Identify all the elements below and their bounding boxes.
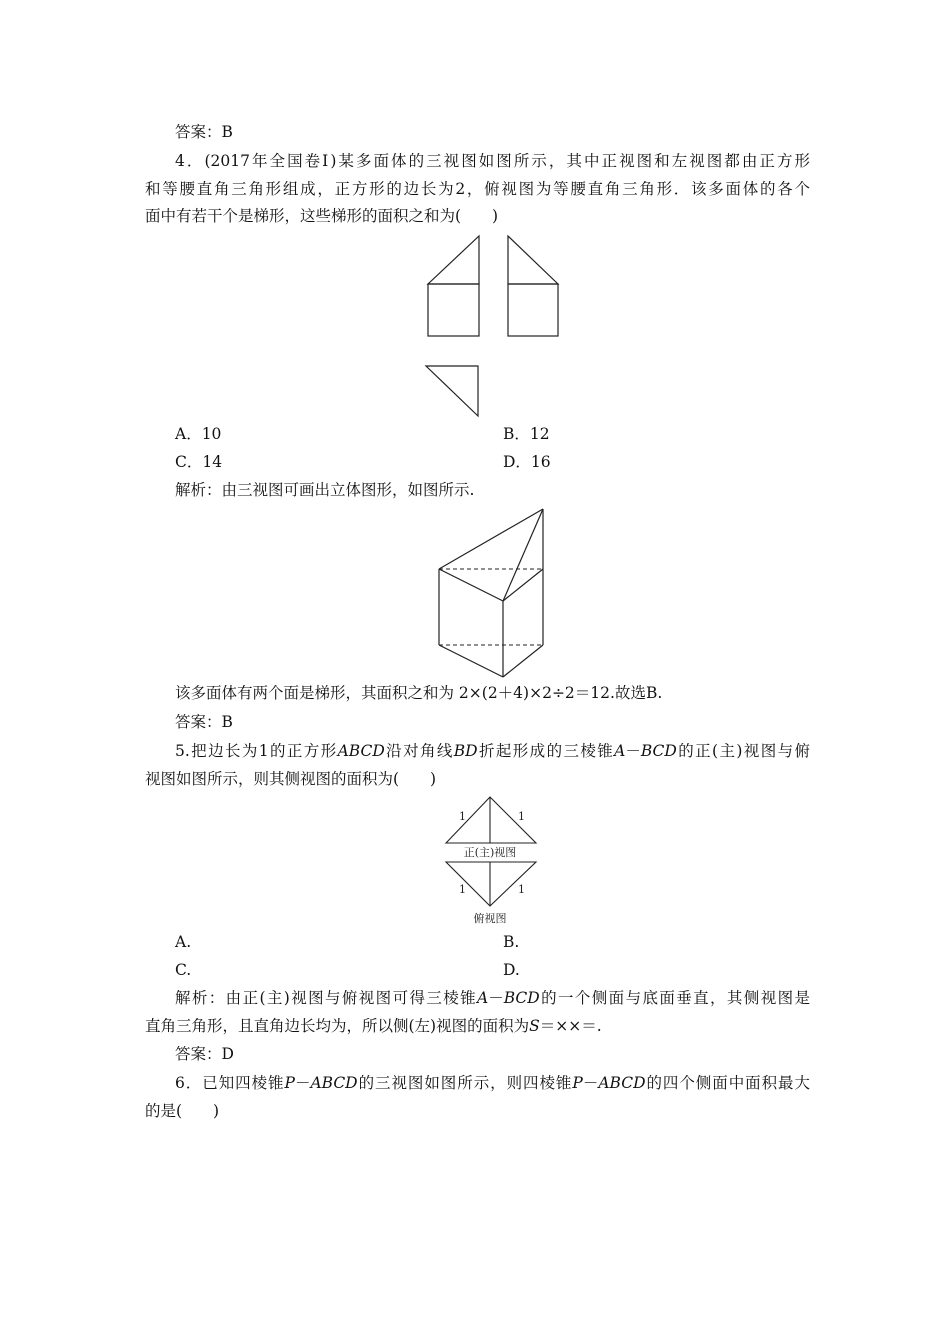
q4-option-c: C．14	[175, 453, 223, 471]
q5-option-a: A.	[175, 933, 192, 951]
front-view-square	[428, 284, 479, 336]
q5-top-right-label: 1	[518, 883, 525, 896]
q4-stem-line2: 和等腰直角三角形组成，正方形的边长为2，俯视图为等腰直角三角形．该多面体的各个	[145, 180, 810, 198]
q5-top-view-label: 俯视图	[473, 912, 507, 925]
q4-option-b: B．12	[503, 425, 550, 443]
q5-stem-line2: 视图如图所示，则其侧视图的面积为( )	[145, 770, 437, 788]
q5-front-view-label: 正(主)视图	[463, 846, 517, 859]
side-view-square	[508, 284, 558, 336]
q4-solid-figure	[430, 505, 555, 680]
q5-top-left-label: 1	[459, 883, 466, 896]
q4-option-d: D．16	[503, 453, 551, 471]
q5-answer: 答案：D	[175, 1045, 234, 1063]
q5-option-b: B.	[503, 933, 520, 951]
q5-option-c: C.	[175, 961, 192, 979]
q5-front-right-label: 1	[518, 810, 525, 823]
side-view-triangle	[508, 236, 558, 284]
q4-analysis-line1: 解析：由三视图可画出立体图形，如图所示.	[175, 481, 475, 499]
q5-option-d: D.	[503, 961, 520, 979]
front-view-triangle	[428, 236, 479, 284]
q4-analysis-line2: 该多面体有两个面是梯形，其面积之和为 2×(2＋4)×2÷2＝12.故选B.	[175, 684, 663, 702]
q6-stem-line1: 6．已知四棱锥P－ABCD的三视图如图所示，则四棱锥P－ABCD的四个侧面中面积最大	[175, 1074, 810, 1092]
q3-answer: 答案：B	[175, 123, 233, 141]
q4-answer: 答案：B	[175, 713, 233, 731]
q4-stem-line3: 面中有若干个是梯形，这些梯形的面积之和为( )	[145, 207, 499, 225]
q5-analysis-line2: 直角三角形，且直角边长均为，所以侧(左)视图的面积为S＝××＝.	[145, 1017, 602, 1035]
q5-stem-line1: 5.把边长为1的正方形ABCD沿对角线BD折起形成的三棱锥A－BCD的正(主)视图与俯	[175, 742, 810, 760]
q4-option-a: A．10	[175, 425, 222, 443]
q5-front-left-label: 1	[459, 810, 466, 823]
q4-three-views-figure	[420, 232, 565, 422]
q6-stem-line2: 的是( )	[145, 1102, 220, 1120]
q5-views-figure	[440, 793, 545, 928]
top-view-triangle	[426, 366, 478, 416]
q4-stem-line1: 4．(2017年全国卷Ⅰ)某多面体的三视图如图所示，其中正视图和左视图都由正方形	[175, 152, 810, 170]
q5-analysis-line1: 解析：由正(主)视图与俯视图可得三棱锥A－BCD的一个侧面与底面垂直，其侧视图是	[175, 989, 810, 1007]
